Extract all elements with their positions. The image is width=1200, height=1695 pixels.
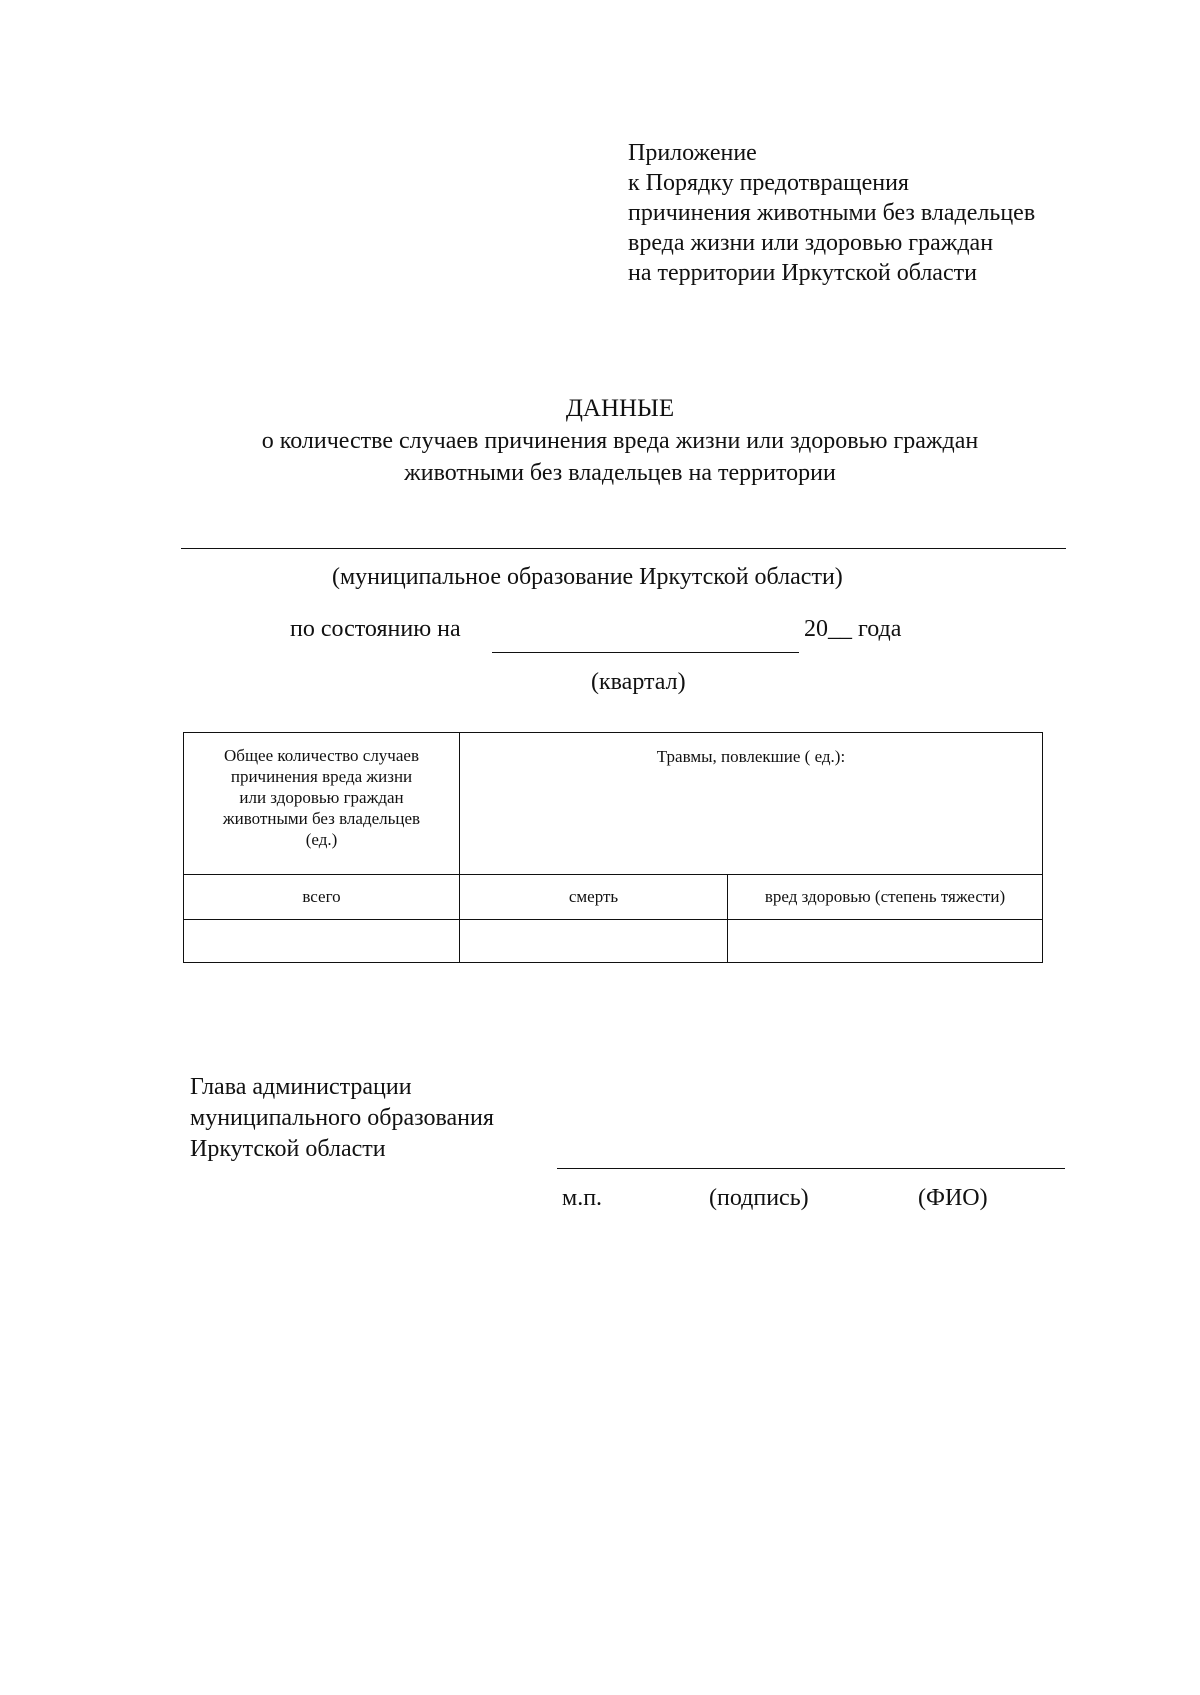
header-total-line: (ед.) (305, 830, 338, 849)
header-total-line: животными без владельцев (222, 809, 421, 828)
municipality-caption: (муниципальное образование Иркутской области) (332, 564, 843, 590)
header-total-cases (184, 733, 460, 875)
table-row (184, 920, 1043, 963)
cell-total-value (184, 920, 460, 963)
sign-label: (подпись) (709, 1185, 809, 1211)
subtitle-line-2: животными без владельцев на территории (404, 460, 836, 486)
status-prefix: по состоянию на (290, 616, 461, 642)
quarter-blank-line (492, 652, 799, 653)
signature-line: Иркутской области (190, 1136, 386, 1162)
municipality-blank-line (181, 548, 1066, 549)
table-header-row (184, 733, 1043, 875)
name-label: (ФИО) (918, 1185, 988, 1211)
status-year: 20__ года (804, 616, 902, 642)
appendix-line: Приложение (628, 140, 757, 166)
appendix-line: на территории Иркутской области (628, 260, 977, 286)
cell-health-harm-value (728, 920, 1043, 963)
header-total-line: или здоровью граждан (239, 788, 404, 807)
quarter-caption: (квартал) (591, 669, 686, 695)
subheader-death: смерть (460, 875, 728, 920)
stamp-label: м.п. (562, 1185, 603, 1211)
appendix-line: к Порядку предотвращения (628, 170, 909, 196)
signature-title (190, 1072, 494, 1165)
document-subtitle (0, 425, 1200, 489)
cell-death-value (460, 920, 728, 963)
data-table (183, 732, 1043, 963)
appendix-line: причинения животными без владельцев (628, 200, 1036, 226)
header-total-line: Общее количество случаев (224, 746, 419, 765)
subheader-health-harm: вред здоровью (степень тяжести) (728, 875, 1043, 920)
signature-line: муниципального образования (190, 1105, 494, 1131)
signature-line: Глава администрации (190, 1074, 412, 1100)
subtitle-line-1: о количестве случаев причинения вреда жизни или здоровью граждан (261, 428, 979, 454)
appendix-line: вреда жизни или здоровью граждан (628, 230, 994, 256)
header-injuries-group: Травмы, повлекшие ( ед.): (460, 733, 1043, 875)
subheader-total: всего (184, 875, 460, 920)
table-subheader-row (184, 875, 1043, 920)
appendix-header (628, 138, 1035, 288)
header-total-line: причинения вреда жизни (230, 767, 413, 786)
signature-blank-line (557, 1168, 1065, 1169)
document-title: ДАННЫЕ (565, 395, 675, 422)
